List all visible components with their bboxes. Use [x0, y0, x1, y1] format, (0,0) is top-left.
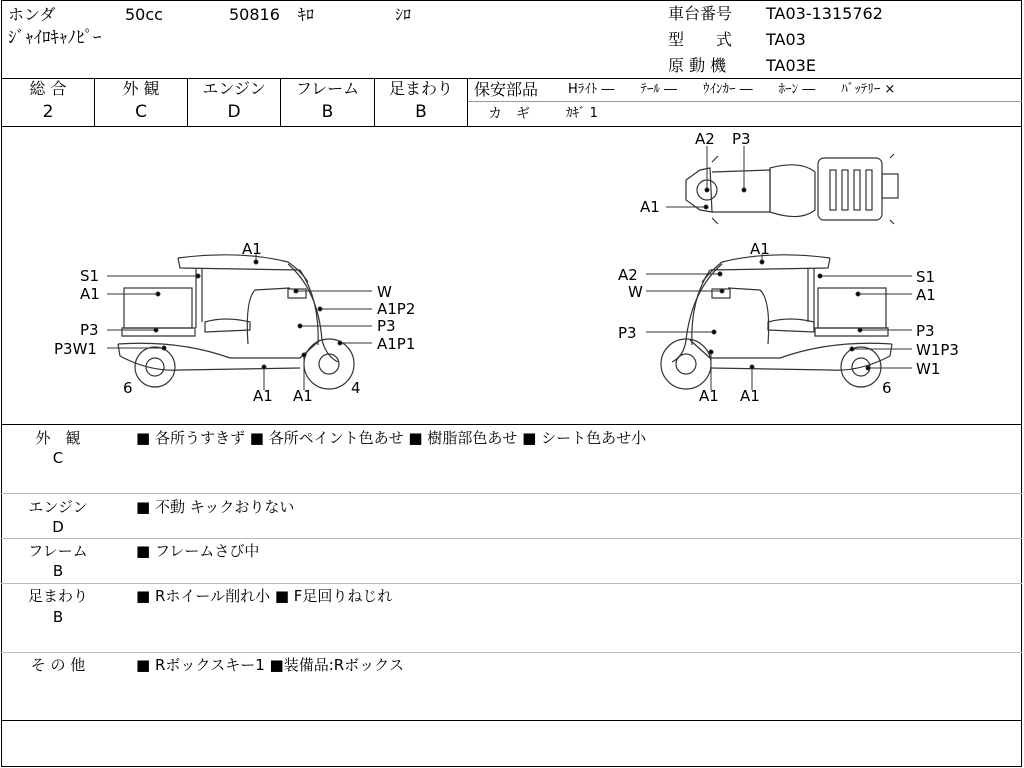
right-label: A1 — [750, 240, 770, 258]
damage-diagram — [0, 126, 1024, 424]
left-label: W — [377, 283, 392, 301]
top-label: P3 — [732, 130, 751, 148]
key-count: ｶｷﾞ 1 — [566, 106, 598, 121]
engine-model: TA03E — [766, 56, 816, 75]
grade-header-overall: 総 合 — [29, 79, 67, 98]
note-grade-frame: B — [52, 562, 64, 580]
note-label-exterior: 外 観 — [35, 429, 81, 447]
note-text-frame: ■ フレームさび中 — [136, 542, 260, 560]
right-label: A1 — [699, 387, 719, 405]
notes-divider — [1, 493, 1022, 494]
note-text-suspension: ■ Rホイール削れ小 ■ F足回りねじれ — [136, 587, 393, 605]
key-label: カ ギ — [488, 106, 530, 122]
left-label: P3 — [377, 317, 396, 335]
left-label: A1 — [80, 285, 100, 303]
grade-engine: D — [227, 102, 241, 122]
top-label: A1 — [640, 198, 660, 216]
grade-exterior: C — [135, 102, 147, 122]
note-text-other: ■ Rボックスキー1 ■装備品:Rボックス — [136, 656, 405, 674]
right-label: S1 — [916, 268, 936, 286]
notes-bottom-line — [1, 720, 1022, 721]
grade-suspension: B — [415, 102, 427, 122]
right-label: P3 — [618, 324, 637, 342]
right-label: W — [628, 283, 643, 301]
color: ｼﾛ — [395, 5, 412, 24]
right-label: A1 — [740, 387, 760, 405]
safety-divider — [467, 101, 1022, 102]
note-text-engine: ■ 不動 キックおりない — [136, 498, 295, 516]
right-label: 6 — [882, 379, 892, 397]
notes-top-line — [1, 424, 1022, 425]
grade-overall: 2 — [42, 102, 54, 122]
top-label: A2 — [695, 130, 715, 148]
right-label: A1 — [916, 286, 936, 304]
right-label: W1 — [916, 360, 941, 378]
safety-parts-label: 保安部品 — [474, 80, 539, 99]
right-label: W1P3 — [916, 341, 959, 359]
scooter-right-side-icon — [661, 255, 892, 389]
model-type: TA03 — [766, 30, 806, 49]
note-text-exterior: ■ 各所うすきず ■ 各所ペイント色あせ ■ 樹脂部色あせ ■ シート色あせ小 — [136, 429, 647, 447]
left-label: A1 — [242, 240, 262, 258]
grade-header-frame: フレーム — [295, 79, 360, 98]
scooter-top-view-icon — [686, 154, 898, 224]
note-label-suspension: 足まわり — [27, 587, 88, 605]
note-grade-engine: D — [52, 518, 64, 536]
safety-parts-items: Hﾗｲﾄ ― ﾃｰﾙ ― ｳｲﾝｶｰ ― ﾎｰﾝ ― ﾊﾞｯﾃﾘｰ × — [568, 82, 896, 97]
left-label: A1 — [293, 387, 313, 405]
left-label: A1P2 — [377, 300, 416, 318]
note-label-frame: フレーム — [28, 542, 88, 560]
frame-number-label: 車台番号 — [668, 4, 733, 23]
note-label-engine: エンジン — [28, 498, 88, 516]
note-label-other: そ の 他 — [30, 656, 86, 674]
left-label: S1 — [80, 267, 100, 285]
grade-header-engine: エンジン — [202, 79, 266, 98]
engine-model-label: 原 動 機 — [668, 56, 727, 75]
mileage: 50816 — [229, 5, 280, 24]
notes-divider — [1, 652, 1022, 653]
grade-header-suspension: 足まわり — [388, 79, 453, 98]
left-label: P3W1 — [54, 340, 97, 358]
grade-col-divider — [467, 78, 468, 126]
grade-frame: B — [321, 102, 334, 122]
left-label: A1P1 — [377, 335, 416, 353]
note-grade-suspension: B — [52, 608, 64, 626]
right-label: P3 — [916, 322, 935, 340]
model-type-label: 型 式 — [668, 30, 733, 49]
notes-divider — [1, 538, 1022, 539]
frame-number: TA03-1315762 — [766, 4, 883, 23]
left-label: 6 — [123, 379, 133, 397]
note-grade-exterior: C — [52, 449, 64, 467]
left-label: 4 — [351, 379, 361, 397]
left-label: A1 — [253, 387, 273, 405]
model-name: ｼﾞｬｲﾛｷｬﾉﾋﾟｰ — [8, 28, 102, 48]
right-label: A2 — [618, 266, 638, 284]
notes-divider — [1, 583, 1022, 584]
displacement: 50cc — [125, 5, 163, 24]
maker: ホンダ — [8, 5, 56, 24]
scooter-left-side-icon — [118, 255, 354, 389]
mileage-unit: ｷﾛ — [298, 5, 315, 24]
grade-header-exterior: 外 観 — [122, 79, 160, 98]
left-label: P3 — [80, 321, 99, 339]
